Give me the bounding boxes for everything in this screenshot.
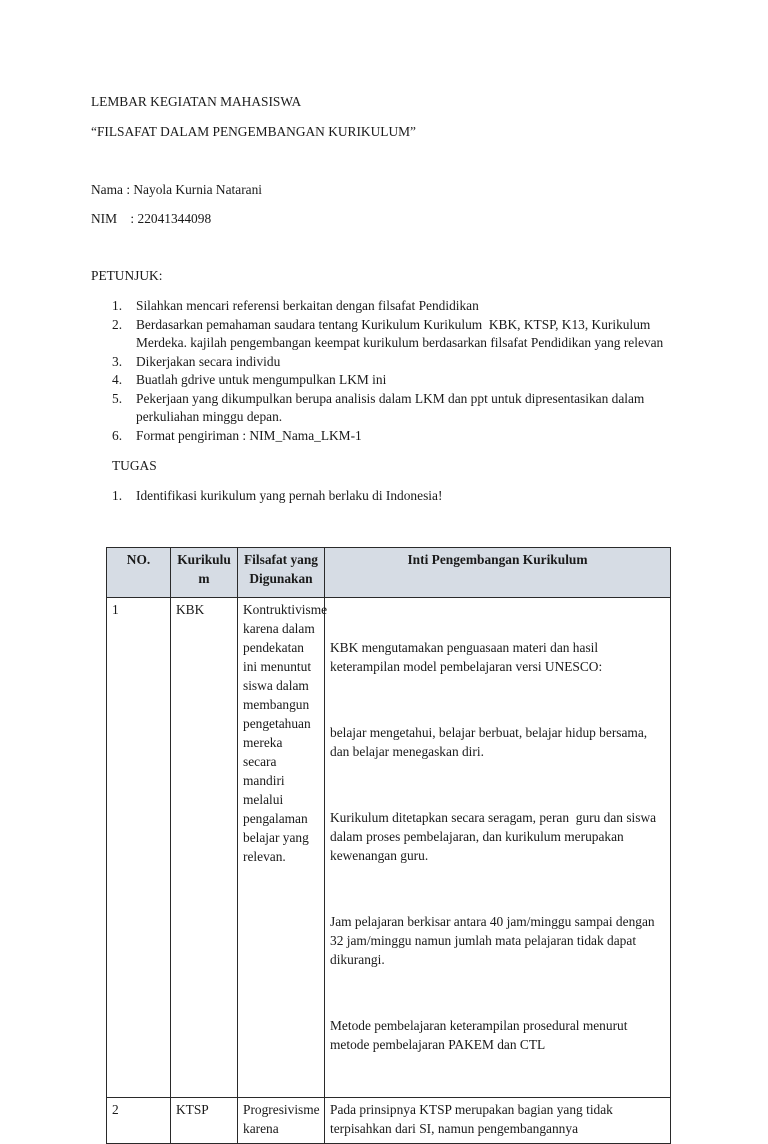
inti-paragraph: Jam pelajaran berkisar antara 40 jam/minggu sampai dengan 32 jam/minggu namun jumlah mata pelajaran tidak dapat dikurangi. (330, 914, 658, 967)
inti-paragraph: belajar mengetahui, belajar berbuat, belajar hidup bersama, dan belajar menegaskan diri. (330, 725, 651, 759)
cell-inti (325, 1098, 671, 1144)
cell-kurikulum: KTSP (171, 1098, 238, 1144)
student-name: Nama : Nayola Kurnia Natarani (91, 182, 263, 197)
petunjuk-list (112, 297, 692, 445)
header-inti: Inti Pengembangan Kurikulum (325, 548, 671, 598)
table-header-row (107, 548, 671, 598)
doc-title-1: LEMBAR KEGIATAN MAHASISWA (91, 94, 302, 109)
inti-paragraph: Metode pembelajaran keterampilan prosedural menurut metode pembelajaran PAKEM dan CTL (330, 1018, 631, 1052)
header-filsafat: Filsafat yang Digunakan (238, 548, 325, 598)
header-kurikulum: Kurikulu m (171, 548, 238, 598)
list-item: 2. Berdasarkan pemahaman saudara tentang Kurikulum Kurikulum KBK, KTSP, K13, Kurikulum Merdeka. kajilah pengembangan keempat kurikulum berdasarkan filsafat Pendidikan yang relevan (112, 316, 664, 350)
tugas-heading: TUGAS (112, 458, 157, 473)
cell-inti (325, 598, 671, 1098)
cell-no: 1 (107, 598, 171, 1098)
inti-paragraph: KBK mengutamakan penguasaan materi dan hasil keterampilan model pembelajaran versi UNESCO: (330, 640, 603, 674)
list-item: 4. Buatlah gdrive untuk mengumpulkan LKM ini (112, 372, 387, 387)
cell-filsafat: Kontruktivisme karena dalam pendekatan ini menuntut siswa dalam membangun pengetahuan mereka secara mandiri melalui pengalaman belajar yang relevan. (238, 598, 325, 1098)
tugas-list (112, 487, 692, 506)
list-item: 6. Format pengiriman : NIM_Nama_LKM-1 (112, 427, 362, 443)
list-item: 1. Silahkan mencari referensi berkaitan dengan filsafat Pendidikan (112, 298, 479, 313)
table-row (107, 598, 671, 1098)
student-nim: NIM : 22041344098 (91, 211, 212, 226)
table-row (107, 1098, 671, 1144)
inti-paragraph: Kurikulum ditetapkan secara seragam, peran guru dan siswa dalam proses pembelajaran, dan kurikulum merupakan kewenangan guru. (330, 810, 660, 863)
list-item: 5. Pekerjaan yang dikumpulkan berupa analisis dalam LKM dan ppt untuk dipresentasikan dalam perkuliahan minggu depan. (112, 390, 645, 424)
inti-paragraph: Pada prinsipnya KTSP merupakan bagian yang tidak terpisahkan dari SI, namun pengembangannya (330, 1102, 613, 1136)
kurikulum-table (106, 547, 671, 1144)
petunjuk-heading: PETUNJUK: (91, 268, 163, 283)
cell-filsafat: Progresivisme karena (238, 1098, 325, 1144)
header-no: NO. (107, 548, 171, 598)
list-item: 3. Dikerjakan secara individu (112, 353, 281, 369)
list-item: 1. Identifikasi kurikulum yang pernah berlaku di Indonesia! (112, 488, 443, 503)
cell-kurikulum: KBK (171, 598, 238, 1098)
cell-no: 2 (107, 1098, 171, 1144)
doc-title-2: “FILSAFAT DALAM PENGEMBANGAN KURIKULUM” (91, 124, 416, 139)
